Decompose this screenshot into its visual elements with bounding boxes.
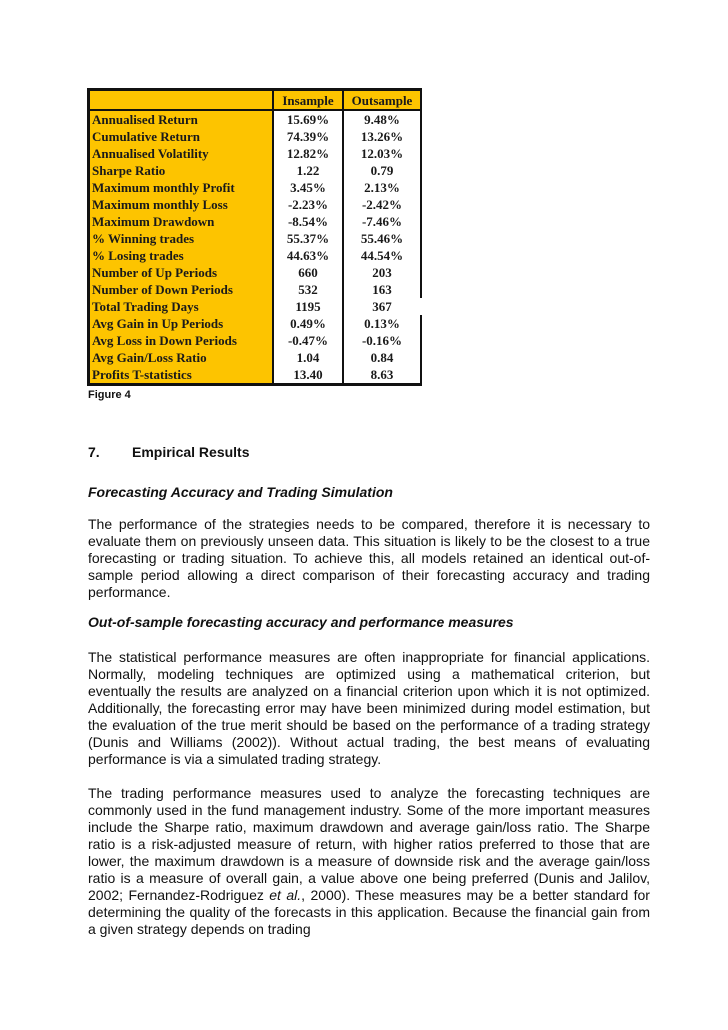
outsample-value: 203 [343,264,421,281]
outsample-value: 55.46% [343,230,421,247]
section-number: 7. [88,444,100,460]
outsample-value: 12.03% [343,145,421,162]
outsample-value: 44.54% [343,247,421,264]
row-label: % Winning trades [89,230,274,247]
row-label: Number of Down Periods [89,281,274,298]
outsample-value: 13.26% [343,128,421,145]
outsample-value: 0.79 [343,162,421,179]
insample-value: 13.40 [273,366,343,385]
insample-value: 74.39% [273,128,343,145]
outsample-value: 9.48% [343,110,421,128]
subheading-forecasting-accuracy: Forecasting Accuracy and Trading Simulation [88,484,393,500]
table-row [89,145,422,162]
header-insample: Insample [273,90,343,111]
subheading-out-of-sample: Out-of-sample forecasting accuracy and performance measures [88,614,514,630]
insample-value: 532 [273,281,343,298]
outsample-value: -2.42% [343,196,421,213]
table-header-row [89,90,422,111]
insample-value: 44.63% [273,247,343,264]
table-row [89,196,422,213]
table-row [89,332,422,349]
insample-value: 15.69% [273,110,343,128]
outsample-value: 8.63 [343,366,421,385]
header-label-cell [89,90,274,111]
header-outsample: Outsample [343,90,421,111]
outsample-value: -7.46% [343,213,421,230]
table-row [89,315,422,332]
paragraph-trading-measures [88,785,650,938]
performance-table [87,88,422,386]
table-row [89,281,422,298]
table-row [89,128,422,145]
outsample-value: 2.13% [343,179,421,196]
row-label: Annualised Return [89,110,274,128]
row-label: Avg Gain in Up Periods [89,315,274,332]
table-row [89,366,422,385]
table-row [89,247,422,264]
et-al-italic: et al. [269,887,302,903]
figure-caption: Figure 4 [88,389,131,401]
insample-value: 1195 [273,298,343,315]
table-row [89,110,422,128]
paragraph-performance-comparison: The performance of the strategies needs to be compared, therefore it is necessary to evaluate them on previously unseen data. This situation is likely to be the closest to a true forecasting or trading situation. To achieve this, all models retained an identical out-of-sample period allowing a direct comparison of their forecasting accuracy and trading performance. [88,516,650,600]
paragraph-text: , 2000). These measures may be a better standard for determining the quality of the forecasts in this application. Because the financial gain from a given strategy depends on trading [88,887,650,937]
outsample-value: 163 [343,281,421,298]
section-title: Empirical Results [132,444,250,460]
table-row [89,213,422,230]
insample-value: 12.82% [273,145,343,162]
outsample-value: 0.13% [343,315,421,332]
section-heading [88,444,250,460]
insample-value: -8.54% [273,213,343,230]
paragraph-text: The trading performance measures used to analyze the forecasting techniques are commonly used in the fund management industry. Some of the more important measures include the Sharpe ratio, maximum drawdown and average gain/loss ratio. The Sharpe ratio is a risk-adjusted measure of return, with higher ratios preferred to those that are lower, the maximum drawdown is a measure of downside risk and the average gain/loss ratio is a measure of overall gain, a value above one being preferred (Dunis and Jalilov, 2002; Fernandez-Rodriguez [88,785,650,903]
insample-value: 55.37% [273,230,343,247]
insample-value: 0.49% [273,315,343,332]
insample-value: 1.22 [273,162,343,179]
table-row [89,298,422,315]
outsample-value: 367 [343,298,421,315]
row-label: Avg Gain/Loss Ratio [89,349,274,366]
insample-value: -2.23% [273,196,343,213]
row-label: Total Trading Days [89,298,274,315]
table-row [89,162,422,179]
insample-value: -0.47% [273,332,343,349]
insample-value: 1.04 [273,349,343,366]
table-row [89,230,422,247]
row-label: Maximum Drawdown [89,213,274,230]
row-label: Annualised Volatility [89,145,274,162]
row-label: Maximum monthly Profit [89,179,274,196]
table-row [89,349,422,366]
outsample-value: -0.16% [343,332,421,349]
insample-value: 660 [273,264,343,281]
row-label: Number of Up Periods [89,264,274,281]
row-label: Sharpe Ratio [89,162,274,179]
table-row [89,179,422,196]
table-row [89,264,422,281]
paragraph-statistical-measures: The statistical performance measures are often inappropriate for financial applications. Normally, modeling techniques are optimized using a mathematical criterion, but eventually the results are analyzed on a financial criterion upon which it is not optimized. Additionally, the forecasting error may have been minimized during model estimation, but the evaluation of the true merit should be based on the performance of a trading strategy (Dunis and Williams (2002)). Without actual trading, the best means of evaluating performance is via a simulated trading strategy. [88,649,650,767]
row-label: Avg Loss in Down Periods [89,332,274,349]
row-label: % Losing trades [89,247,274,264]
insample-value: 3.45% [273,179,343,196]
outsample-value: 0.84 [343,349,421,366]
row-label: Maximum monthly Loss [89,196,274,213]
row-label: Profits T-statistics [89,366,274,385]
row-label: Cumulative Return [89,128,274,145]
